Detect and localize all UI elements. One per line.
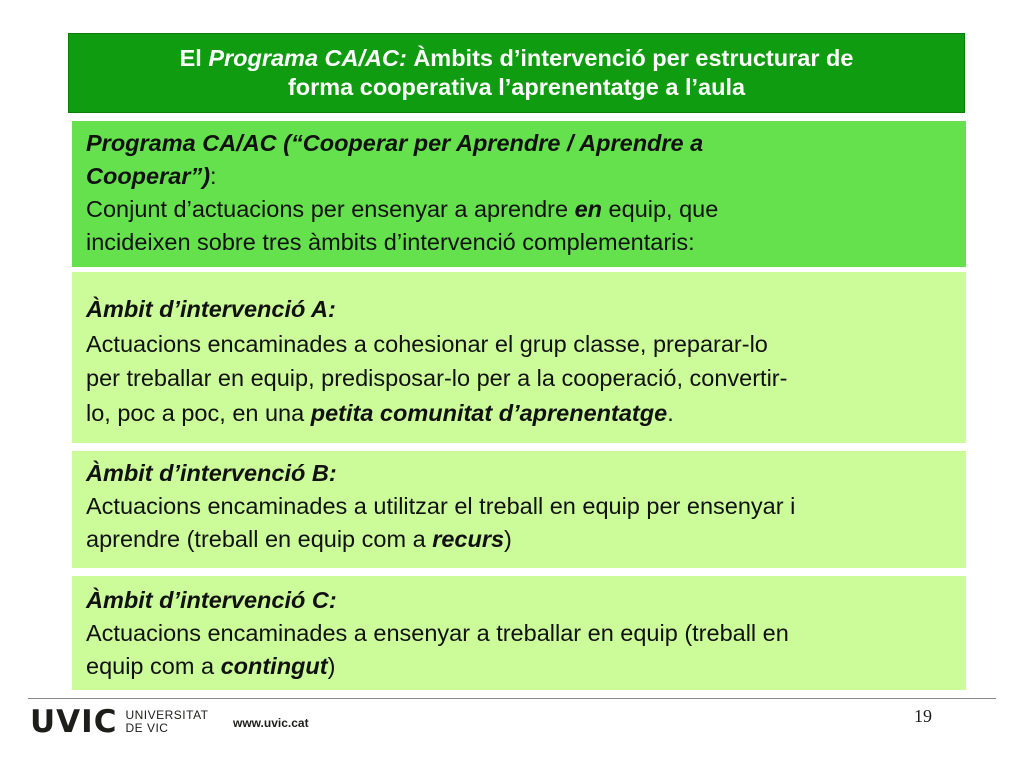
ambit-a-text-line: Actuacions encaminades a cohesionar el grup classe, preparar-lo — [86, 330, 768, 357]
title-line-2: forma cooperativa l’aprenentatge a l’aula — [287, 74, 746, 100]
title-program-name: Programa CA/AC: — [208, 45, 407, 71]
footer-divider — [28, 698, 996, 699]
ambit-a-box — [72, 272, 966, 443]
page-number: 19 — [914, 706, 932, 726]
intro-program-line: Programa CA/AC (“Cooperar per Aprendre / Aprendre a — [86, 130, 704, 156]
ambit-b-box — [72, 451, 966, 568]
ambit-a-text-line: lo, poc a poc, en una petita comunitat d’aprenentatge. — [86, 399, 674, 426]
intro-definition-line: Conjunt d’actuacions per ensenyar a aprendre en equip, que — [86, 196, 719, 222]
intro-definition-line-2: incideixen sobre tres àmbits d’intervenció complementaris: — [86, 229, 695, 255]
logo-mark: UVIC — [30, 704, 118, 740]
title-line-1: El Programa CA/AC: Àmbits d’intervenció per estructurar de — [179, 45, 854, 71]
website-link[interactable]: www.uvic.cat — [233, 716, 309, 730]
ambit-c-box — [72, 576, 966, 690]
ambit-b-text-line: aprendre (treball en equip com a recurs) — [86, 526, 512, 552]
ambit-c-heading: Àmbit d’intervenció C: — [86, 587, 337, 613]
slide-title — [68, 33, 965, 113]
ambit-b-text-line: Actuacions encaminades a utilitzar el treball en equip per ensenyar i — [86, 493, 796, 519]
uvic-logo — [30, 704, 209, 740]
ambit-a-text-line: per treballar en equip, predisposar-lo per a la cooperació, convertir- — [86, 365, 788, 391]
ambit-a-heading: Àmbit d’intervenció A: — [86, 296, 336, 322]
logo-wordmark: UNIVERSITAT DE VIC — [125, 708, 209, 735]
ambit-c-text-line: Actuacions encaminades a ensenyar a treballar en equip (treball en — [86, 620, 789, 646]
intro-box — [72, 121, 966, 267]
ambit-c-text-line: equip com a contingut) — [86, 653, 336, 679]
ambit-b-heading: Àmbit d’intervenció B: — [86, 460, 337, 486]
intro-program-line-2: Cooperar”): — [86, 163, 217, 189]
